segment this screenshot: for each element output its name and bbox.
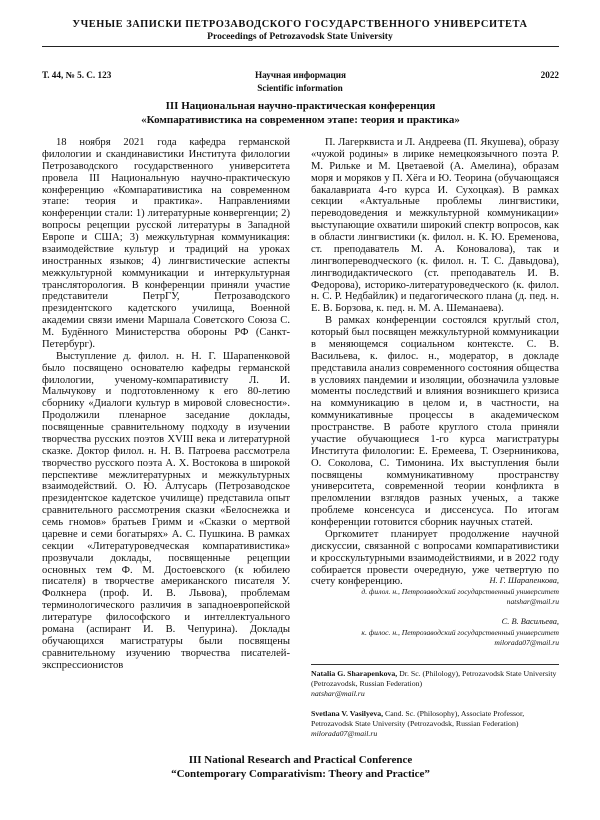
conference-title-line2: «Компаративистика на современном этапе: теория и практика» [141, 113, 460, 126]
signature-name: С. В. Васильева, [501, 617, 559, 626]
author-name: Svetlana V. Vasilyeva, [311, 709, 384, 718]
signature-block [311, 617, 559, 649]
author-divider [311, 664, 559, 665]
issue-line [42, 70, 559, 84]
conference-title-line1: III Национальная научно-практическая конференция [165, 100, 436, 112]
issue-year: 2022 [540, 70, 559, 80]
signature-block [311, 576, 559, 608]
right-column [311, 137, 559, 588]
signature-affiliation: д. филол. н., Петрозаводский государственный университет [361, 586, 559, 596]
author-email: milorada07@mail.ru [311, 728, 378, 738]
header-divider [42, 46, 559, 47]
paragraph: 18 ноября 2021 года кафедра германской филологии и скандинавистики Института филологии Петрозаводского государственного университета провела III Национальную научно-практическую конференцию «Компаративистика на современном этапе: теория и практика». Направлениями конференции стали: 1) литературные конвергенции; 2) вопросы рецепции русской литературы в Западной Европе и США; 3) межкультурная коммуникация: взаимодействие культур и традиций на уроках иностранных языков; 4) лингвистические аспекты межкультурной коммуникации и интеркультурная трансляторология. В конференции приняли участие представители ПетрГУ, Петрозаводского президентского кадетского училища, Военной академии связи имени Маршала Советского Союза С. М. Будённого Министерства обороны РФ (Санкт-Петербург). [42, 137, 290, 350]
signature-email: milorada07@mail.ru [494, 638, 559, 647]
signature-name: Н. Г. Шарапенкова, [489, 576, 559, 585]
signature-email: natshar@mail.ru [506, 597, 559, 606]
paragraph: Выступление д. филол. н. Н. Г. Шарапенковой было посвящено основателю кафедры германской филологии, ученому-компаративисту Л. И. Мальчукову и подготовленному к его 80-летию сборнику «Диалоги культур в мировой словесности». Продолжили пленарное заседание доклады, посвященные сравнительному подходу в изучении творчества русских поэтов XVIII века и литературной сказке. Доктор филол. н. Н. В. Патроева рассмотрела творчество русского поэта А. Х. Востокова в широкой перспективе межлитературных и межкультурных взаимодействий. О. Ю. Алтусарь (Петрозаводское президентское кадетское училище) представила опыт сравнительного рассмотрения сказки «Белоснежка и семь гномов» братьев Гримм и «Сказки о мертвой царевне и семи богатырях» А. С. Пушкина. В рамках секции «Литературоведческая компаративистика» прозвучали доклады, посвященные рецепции основных тем Ф. М. Достоевского (к юбилею писателя) в творчестве американского писателя У. Фолкнера (проф. И. В. Львова), проблемам терминологического различия в западноевропейской литературе философского и интеллектуального романа (аспирант И. В. Чепурина). Доклады обучающихся магистратуры были посвящены сравнительному изучению творчества писателей-экспрессионистов [42, 350, 290, 671]
section-name-en: Scientific information [257, 83, 343, 93]
conference-title-en-line1: III National Research and Practical Conference [188, 754, 413, 766]
issue-reference: Т. 44, № 5. С. 123 [42, 70, 112, 80]
author-details: Cand. Sc. (Philosophy), Associate Professor, Petrozavodsk State University (Petrozavodsk, Russian Federation) [311, 709, 525, 728]
author-info [311, 669, 559, 698]
signature-affiliation: к. филос. н., Петрозаводский государственный университет [361, 627, 559, 637]
author-name: Natalia G. Sharapenkova, [311, 669, 398, 678]
section-name: Научная информация [254, 70, 347, 80]
conference-title [42, 100, 559, 127]
author-email: natshar@mail.ru [311, 688, 365, 698]
author-info [311, 709, 559, 738]
journal-header [0, 18, 600, 43]
left-column [42, 137, 290, 797]
paragraph: Оргкомитет планирует продолжение научной дискуссии, связанной с вопросами компаративистики и кросскультурными взаимодействиями, и в 2022 году собирается провести очередную, уже четвертую по счету конференцию. [311, 528, 559, 588]
paragraph: В рамках конференции состоялся круглый стол, который был посвящен межкультурной коммуникации в меняющемся социальном контексте. С. В. Васильева, к. филос. н., модератор, в докладе представила анализ современного состояния общества в условиях пандемии и изоляции, обозначила узловые моменты последствий и влияния возникшего кризиса на коммуникацию в целом и, в частности, на коммуникативные процессы в академическом пространстве. В работе круглого стола приняли участие обучающиеся 1-го курса магистратуры Института филологии: Е. Еремеева, Т. Озерниникова, О. Соколова, С. Тимонина. Их выступления были посвящены коммуникативному пространству университета, современной теории конфликта в преломлении взглядов разных ученых, а также проблеме консенсуса и диссенсуса. По итогам конференции готовится сборник научных статей. [311, 315, 559, 528]
journal-title: УЧЕНЫЕ ЗАПИСКИ ПЕТРОЗАВОДСКОГО ГОСУДАРСТВЕННОГО УНИВЕРСИТЕТА [72, 19, 528, 30]
conference-title-en [42, 754, 559, 781]
author-details: Dr. Sc. (Philology), Petrozavodsk State University (Petrozavodsk, Russian Federation) [311, 669, 557, 688]
journal-subtitle: Proceedings of Petrozavodsk State University [207, 31, 393, 42]
conference-title-en-line2: “Contemporary Comparativism: Theory and Practice” [171, 767, 430, 780]
paragraph: П. Лагерквиста и Л. Андреева (П. Якушева), образу «чужой родины» в лирике немецкоязычного поэта Р. М. Рильке и М. Цветаевой (А. Амелина), образам моря и моряков у П. Хёга и Ю. Теорина (обучающаяся бакалавриата 4-го курса И. Сухоцкая). В рамках секции «Актуальные проблемы лингвистики, переводоведения и межкультурной коммуникации» выступающие охватили широкий спектр вопросов, как в области лингвистики (к. филол. н. К. Ю. Еременова, ст. преподаватель М. А. Коновалова), так и лингвопереводческого (к. филол. н. Т. С. Давыдова), лингводидактического (ст. преподаватель И. В. Федорова), историко-литературоведческого (к. филол. н. С. Р. Недбайлик) и педагогического плана (д. пед. н. Е. В. Борзова, к. пед. н. М. А. Шеманаева). [311, 137, 559, 315]
